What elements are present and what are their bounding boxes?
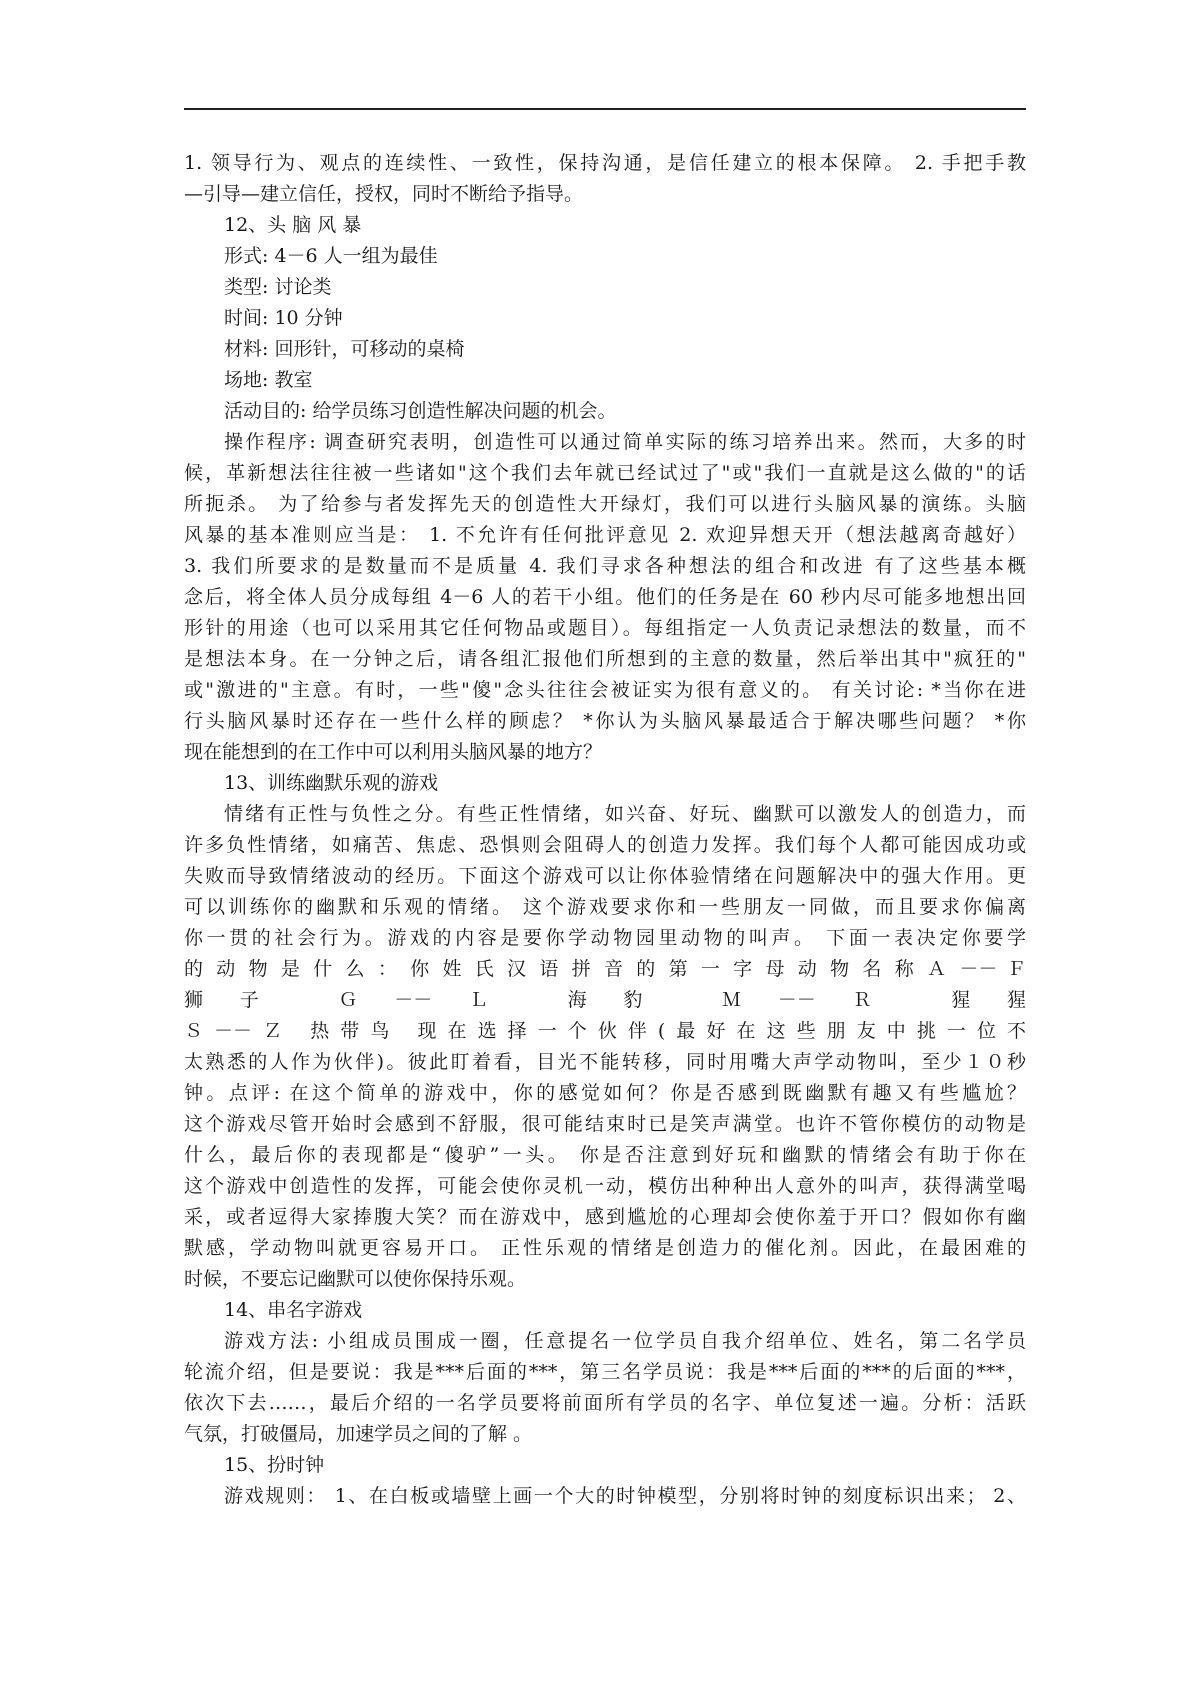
text-line: 轮流介绍，但是要说：我是***后面的***，第三名学员说：我是***后面的***的后面的***， <box>184 1361 1026 1383</box>
text-line: 行头脑风暴时还存在一些什么样的顾虑？ *你认为头脑风暴最适合于解决哪些问题？ *你 <box>184 710 1026 732</box>
document-body <box>184 148 1026 1512</box>
section-heading-humor-game: 13、训练幽默乐观的游戏 <box>224 772 439 794</box>
text-line: 或"激进的"主意。有时，一些"傻"念头往往会被证实为很有意义的。 有关讨论: *当你在进 <box>184 679 1026 701</box>
text-line: 这个游戏中创造性的发挥，可能会使你灵机一动，模仿出种种出人意外的叫声，获得满堂喝 <box>184 1175 1026 1197</box>
text-line: 失败而导致情绪波动的经历。下面这个游戏可以让你体验情绪在问题解决中的强大作用。更 <box>184 865 1026 887</box>
text-line: 候，革新想法往往被一些诸如"这个我们去年就已经试过了"或"我们一直就是这么做的"的话 <box>184 462 1026 484</box>
text-line: 是想法本身。在一分钟之后，请各组汇报他们所想到的主意的数量，然后举出其中"疯狂的" <box>184 648 1026 670</box>
text-line: 狮子 Ｇ－－Ｌ 海豹 Ｍ－－Ｒ 猩猩 <box>184 989 1026 1011</box>
text-line: 场地: 教室 <box>224 369 313 391</box>
text-line: Ｓ－－Ｚ 热带鸟 现在选择一个伙伴(最好在这些朋友中挑一位不 <box>184 1020 1026 1042</box>
text-line: 这个游戏尽管开始时会感到不舒服，很可能结束时已是笑声满堂。也许不管你模仿的动物是 <box>184 1113 1026 1135</box>
text-line: 3. 我们所要求的是数量而不是质量 4. 我们寻求各种想法的组合和改进 有了这些基本概 <box>184 555 1026 577</box>
text-line: 钟。点评: 在这个简单的游戏中，你的感觉如何？你是否感到既幽默有趣又有些尴尬？ <box>184 1082 1026 1104</box>
text-line: 材料: 回形针，可移动的桌椅 <box>224 338 465 360</box>
text-line: —引导—建立信任，授权，同时不断给予指导。 <box>184 183 584 205</box>
text-line: 形针的用途（也可以采用其它任何物品或题目）。每组指定一人负责记录想法的数量，而不 <box>184 617 1026 639</box>
text-line: 什么，最后你的表现都是“傻驴”一头。 你是否注意到好玩和幽默的情绪会有助于你在 <box>184 1144 1026 1166</box>
text-line: 时间: 10 分钟 <box>224 307 343 329</box>
text-line: 念后，将全体人员分成每组 4－6 人的若干小组。他们的任务是在 60 秒内尽可能多地想出回 <box>184 586 1026 608</box>
text-line: 你一贯的社会行为。游戏的内容是要你学动物园里动物的叫声。 下面一表决定你要学 <box>184 927 1026 949</box>
text-line: 依次下去……，最后介绍的一名学员要将前面所有学员的名字、单位复述一遍。分析：活跃 <box>184 1392 1026 1414</box>
text-line: 气氛，打破僵局，加速学员之间的了解 。 <box>184 1423 533 1445</box>
text-line: 1. 领导行为、观点的连续性、一致性，保持沟通，是信任建立的根本保障。 2. 手把手教 <box>184 152 1026 174</box>
section-heading-clock-game: 15、扮时钟 <box>224 1454 325 1476</box>
text-line: 游戏规则： 1、在白板或墙壁上画一个大的时钟模型，分别将时钟的刻度标识出来； 2、 <box>224 1485 1026 1507</box>
text-line: 所扼杀。 为了给参与者发挥先天的创造性大开绿灯，我们可以进行头脑风暴的演练。头脑 <box>184 493 1026 515</box>
text-line: 类型: 讨论类 <box>224 276 332 298</box>
text-line: 太熟悉的人作为伙伴)。彼此盯着看，目光不能转移，同时用嘴大声学动物叫，至少１０秒 <box>184 1051 1026 1073</box>
text-line: 现在能想到的在工作中可以利用头脑风暴的地方？ <box>184 741 603 763</box>
text-line: 活动目的: 给学员练习创造性解决问题的机会。 <box>224 400 617 422</box>
text-line: 采，或者逗得大家捧腹大笑？而在游戏中，感到尴尬的心理却会使你羞于开口？假如你有幽 <box>184 1206 1026 1228</box>
text-line: 情绪有正性与负性之分。有些正性情绪，如兴奋、好玩、幽默可以激发人的创造力，而 <box>224 803 1026 825</box>
text-line: 游戏方法: 小组成员围成一圈，任意提名一位学员自我介绍单位、姓名，第二名学员 <box>224 1330 1026 1352</box>
text-line: 时候，不要忘记幽默可以使你保持乐观。 <box>184 1268 527 1290</box>
section-heading-brainstorm: 12、头 脑 风 暴 <box>224 214 362 236</box>
text-line: 操作程序: 调查研究表明，创造性可以通过简单实际的练习培养出来。然而，大多的时 <box>224 431 1026 453</box>
text-line: 默感，学动物叫就更容易开口。 正性乐观的情绪是创造力的催化剂。因此，在最困难的 <box>184 1237 1026 1259</box>
text-line: 许多负性情绪，如痛苦、焦虑、恐惧则会阻碍人的创造力发挥。我们每个人都可能因成功或 <box>184 834 1026 856</box>
text-line: 风暴的基本准则应当是： 1. 不允许有任何批评意见 2. 欢迎异想天开（想法越离奇越好） <box>184 524 1026 546</box>
text-line: 的 动 物 是 什 么 ： 你 姓 氏 汉 语 拼 音 的 第 一 字 母 动 物 名 称 Ａ －－ Ｆ <box>184 958 1026 980</box>
header-rule <box>184 108 1026 110</box>
text-line: 形式: 4－6 人一组为最佳 <box>224 245 438 267</box>
text-line: 可以训练你的幽默和乐观的情绪。 这个游戏要求你和一些朋友一同做，而且要求你偏离 <box>184 896 1026 918</box>
section-heading-name-chain-game: 14、串名字游戏 <box>224 1299 363 1321</box>
